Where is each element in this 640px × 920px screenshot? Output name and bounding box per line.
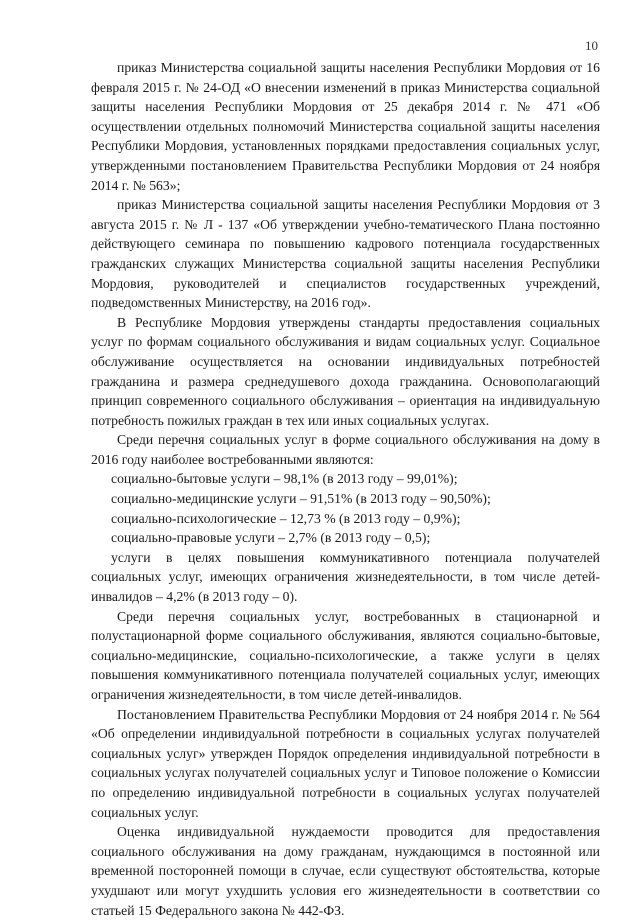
list-item: социально-правовые услуги – 2,7% (в 2013 году – 0,5); xyxy=(111,530,431,546)
paragraph-order-24-od: приказ Министерства социальной защиты населения Республики Мордовия от 16 февраля 2015 г. № 24-ОД «О внесении изменений в приказ Министерства социальной защиты населения Республики Мордовия от 25 декабря 2014 г. № 471 «Об осуществлении отдельных полномочий Министерства социальной защиты населения Республики Мордовия, установленных порядками предоставления социальных услуг, утвержденными постановлением Правительства Республики Мордовия от 24 ноября 2014 г. № 563»; xyxy=(91,60,600,193)
home-services-list xyxy=(91,469,600,606)
page-number: 10 xyxy=(585,38,598,53)
list-item: социально-психологические – 12,73 % (в 2013 году – 0,9%); xyxy=(111,510,461,526)
paragraph-standards: В Республике Мордовия утверждены стандарты предоставления социальных услуг по формам социального обслуживания и видам социальных услуг. Социальное обслуживание осуществляется на основании индивидуальных потребностей гражданина и размера среднедушевого дохода гражданина. Основополагающий принцип современного социального обслуживания – ориентация на индивидуальную потребность пожилых граждан в тех или иных социальных услугах. xyxy=(91,314,600,428)
list-item: социально-медицинские услуги – 91,51% (в 2013 году – 90,50%); xyxy=(111,491,491,507)
list-item: услуги в целях повышения коммуникативного потенциала получателей социальных услуг, имеющих ограничения жизнедеятельности, в том числе детей-инвалидов – 4,2% (в 2013 году – 0). xyxy=(91,549,600,605)
paragraph-order-l-137: приказ Министерства социальной защиты населения Республики Мордовия от 3 августа 2015 г. № Л - 137 «Об утверждении учебно-тематического Плана постоянно действующего семинара по повышению кадрового потенциала государственных гражданских служащих Министерства социальной защиты населения Республики Мордовия, руководителей и специалистов государственных учреждений, подведомственных Министерству, на 2016 год». xyxy=(91,197,600,311)
paragraph-home-services-intro: Среди перечня социальных услуг в форме социального обслуживания на дому в 2016 году наиболее востребованными являются: xyxy=(91,432,600,467)
paragraph-needs-assessment: Оценка индивидуальной нуждаемости проводится для предоставления социального обслуживания на дому гражданам, нуждающимся в постоянной или временной посторонней помощи в случае, если существуют обстоятельства, которые ухудшают или могут ухудшить условия его жизнедеятельности в соответствии со статьей 15 Федерального закона № 442-ФЗ. xyxy=(91,824,600,918)
paragraph-stationary-services: Среди перечня социальных услуг, востребованных в стационарной и полустационарной форме социального обслуживания, являются социально-бытовые, социально-медицинские, социально-психологические, а также услуги в целях повышения коммуникативного потенциала получателей социальных услуг, имеющих ограничения жизнедеятельности, в том числе детей-инвалидов. xyxy=(91,608,600,702)
paragraph-resolution-564: Постановлением Правительства Республики Мордовия от 24 ноября 2014 г. № 564 «Об определении индивидуальной потребности в социальных услугах получателей социальных услуг» утвержден Порядок определения индивидуальной потребности в социальных услугах получателей социальных услуг и Типовое положение о Комиссии по определению индивидуальной потребности в социальных услугах получателей социальных услуг. xyxy=(91,706,600,820)
list-item: социально-бытовые услуги – 98,1% (в 2013 году – 99,01%); xyxy=(111,471,458,487)
